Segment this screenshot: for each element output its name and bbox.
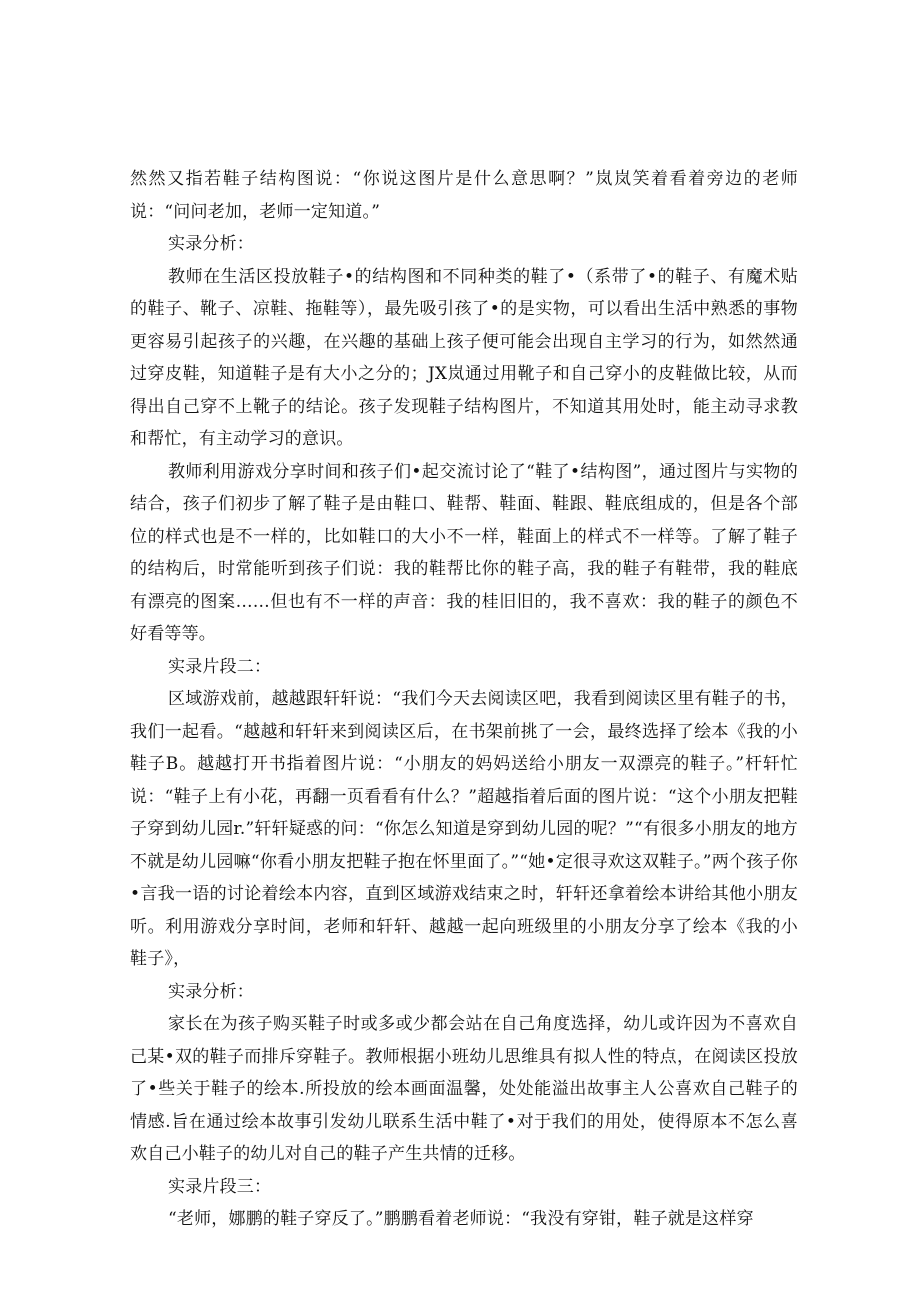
paragraph-excerpt-2: 区域游戏前，越越跟轩轩说：“我们今天去阅读区吧，我看到阅读区里有鞋子的书，我们一起看。“越越和轩轩来到阅读区后，在书架前挑了一会，最终选择了绘本《我的小鞋子B。越越打开书指着图片说：“小朋友的妈妈送给小朋友一双漂亮的鞋子。”杆轩忙说：“鞋子上有小花，再翻一页看看有什么？”超越指着后面的图片说：“这个小朋友把鞋子穿到幼儿园r.”轩轩疑惑的问：“你怎么知道是穿到幼儿园的呢？”“有很多小朋友的地方不就是幼儿园嘛“你看小朋友把鞋子抱在怀里面了。”“她•定很寻欢这双鞋子。”两个孩子你•言我一语的讨论着绘本内容，直到区域游戏结束之时，轩轩还拿着绘本讲给其他小朋友听。利用游戏分享时间，老师和轩轩、越越一起向班级里的小朋友分享了绘本《我的小鞋子》，: [130, 689, 798, 969]
paragraph-excerpt-3: “老师，娜鹏的鞋子穿反了。”鹏鹏看着老师说：“我没有穿钳，鞋子就是这样穿: [168, 1209, 754, 1229]
section-heading-analysis-1: 实录分析：: [168, 234, 254, 254]
section-heading-excerpt-3: 实录片段三：: [168, 1176, 272, 1197]
paragraph-dialogue-continuation: 然然又指若鞋子结构图说：“你说这图片是什么意思啊？”岚岚笑着看着旁边的老师说：“问问老加，老师一定知道。”: [130, 169, 798, 222]
section-heading-excerpt-2: 实录片段二：: [168, 656, 272, 677]
section-heading-analysis-2: 实录分析：: [168, 981, 254, 1002]
paragraph-analysis-3: 家长在为孩子购买鞋子时或多或少都会站在自己角度选择，幼儿或许因为不喜欢自己某•双的鞋子而排斥穿鞋子。教师根据小班幼儿思维具有拟人性的特点，在阅读区投放了•些关于鞋子的绘本.所投放的绘本画面温馨，处处能溢出故事主人公喜欢自己鞋子的情感.旨在通过绘本故事引发幼儿联系生活中鞋了•对于我们的用处，使得原本不怎么喜欢自己小鞋子的幼儿对自己的鞋子产生共情的迁移。: [130, 1014, 798, 1164]
document-body: [130, 163, 798, 1236]
paragraph-analysis-2: 教师利用游戏分享时间和孩子们•起交流讨论了“鞋了•结构图”，通过图片与实物的结合，孩子们初步了解了鞋子是由鞋口、鞋帮、鞋面、鞋跟、鞋底组成的，但是各个部位的样式也是不一样的，比如鞋口的大小不一样，鞋面上的样式不一样等。了解了鞋子的结构后，时常能听到孩子们说：我的鞋帮比你的鞋子高，我的鞋子有鞋带，我的鞋底有漂亮的图案……但也有不一样的声音：我的桂旧旧的，我不喜欢：我的鞋子的颜色不好看等等。: [130, 461, 798, 644]
paragraph-analysis-1: 教师在生活区投放鞋子•的结构图和不同种类的鞋了•（系带了•的鞋子、有魔术贴的鞋子、靴子、凉鞋、拖鞋等），最先吸引孩了•的是实物，可以看出生活中熟悉的事物更容易引起孩子的兴趣，在兴趣的基础上孩子便可能会出现自主学习的行为，如然然通过穿皮鞋，知道鞋子是有大小之分的；JX岚通过用靴子和自己穿小的皮鞋做比较，从而得出自己穿不上靴子的结论。孩子发现鞋子结构图片，不知道其用处时，能主动寻求教和帮忙，有主动学习的意识。: [130, 266, 798, 449]
